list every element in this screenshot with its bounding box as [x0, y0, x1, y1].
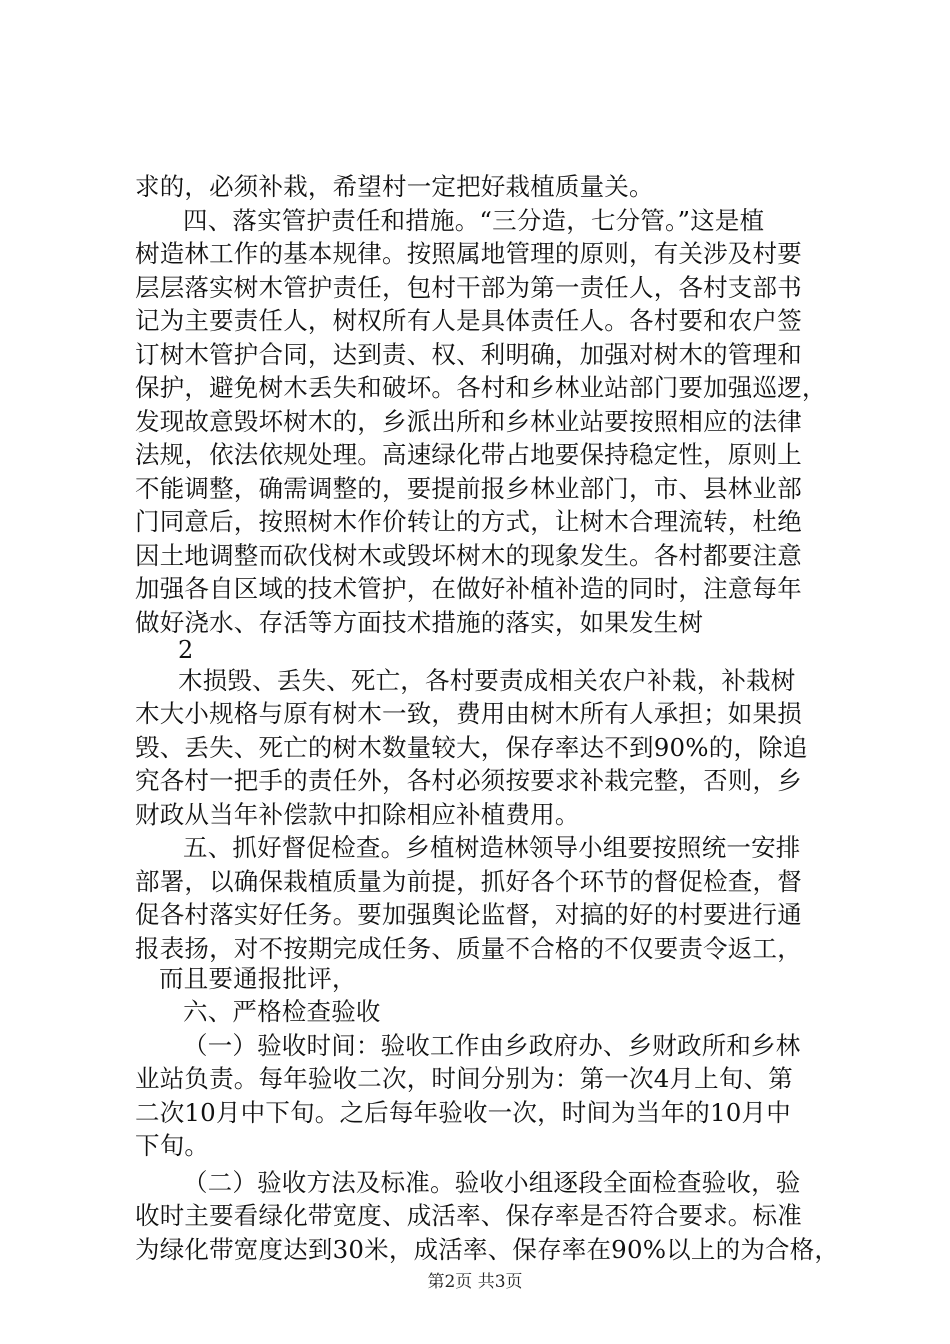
text-line: 不能调整，确需调整的，要提前报乡林业部门，市、县林业部: [135, 474, 802, 503]
text-line: 报表扬，对不按期完成任务、质量不合格的不仅要责令返工，: [135, 934, 802, 963]
text-line: 加强各自区域的技术管护，在做好补植补造的同时，注意每年: [135, 574, 802, 603]
text-line: 毁、丢失、死亡的树木数量较大，保存率达不到90%的，除追: [135, 733, 808, 762]
text-line: （一）验收时间：验收工作由乡政府办、乡财政所和乡林: [183, 1031, 801, 1060]
text-line: 门同意后，按照树木作价转让的方式，让树木合理流转，杜绝: [135, 507, 802, 536]
text-line: 层层落实树木管护责任，包村干部为第一责任人，各村支部书: [135, 273, 802, 302]
inline-page-number: 2: [178, 636, 194, 664]
text-line: 因土地调整而砍伐树木或毁坏树木的现象发生。各村都要注意: [135, 541, 802, 570]
text-line: 法规，依法依规处理。高速绿化带占地要保持稳定性，原则上: [135, 440, 802, 469]
text-line: 发现故意毁坏树木的，乡派出所和乡林业站要按照相应的法律: [135, 407, 802, 436]
section-heading: 六、严格检查验收: [183, 997, 381, 1026]
text-line: 为绿化带宽度达到30米，成活率、保存率在90%以上的为合格，: [135, 1235, 840, 1264]
page-footer: 第2页 共3页: [427, 1272, 523, 1292]
text-line: 五、抓好督促检查。乡植树造林领导小组要按照统一安排: [183, 833, 801, 862]
text-line: 促各村落实好任务。要加强舆论监督，对搞的好的村要进行通: [135, 900, 802, 929]
text-line: 业站负责。每年验收二次，时间分别为：第一次4月上旬、第: [135, 1064, 793, 1093]
text-line: 财政从当年补偿款中扣除相应补植费用。: [135, 800, 580, 829]
text-line: 四、落实管护责任和措施。“三分造，七分管。”这是植: [183, 206, 765, 235]
text-line: 而且要通报批评，: [159, 964, 357, 993]
text-line: 木大小规格与原有树木一致，费用由树木所有人承担；如果损: [135, 699, 802, 728]
text-line: 求的，必须补栽，希望村一定把好栽植质量关。: [135, 172, 654, 201]
text-line: 部署，以确保栽植质量为前提，抓好各个环节的督促检查，督: [135, 867, 802, 896]
text-line: 记为主要责任人，树权所有人是具体责任人。各村要和农户签: [135, 306, 802, 335]
text-line: 保护，避免树木丢失和破坏。各村和乡林业站部门要加强巡逻，: [135, 373, 827, 402]
text-line: 做好浇水、存活等方面技术措施的落实，如果发生树: [135, 608, 704, 637]
text-line: 下旬。: [135, 1131, 210, 1160]
text-line: 二次10月中下旬。之后每年验收一次，时间为当年的10月中: [135, 1098, 791, 1127]
text-line: 树造林工作的基本规律。按照属地管理的原则，有关涉及村要: [135, 239, 802, 268]
text-line: 订树木管护合同，达到责、权、利明确，加强对树木的管理和: [135, 340, 802, 369]
text-line: 收时主要看绿化带宽度、成活率、保存率是否符合要求。标准: [135, 1201, 802, 1230]
text-line: （二）验收方法及标准。验收小组逐段全面检查验收，验: [183, 1168, 801, 1197]
text-line: 木损毁、丢失、死亡，各村要责成相关农户补栽，补栽树: [178, 666, 796, 695]
text-line: 究各村一把手的责任外，各村必须按要求补栽完整，否则，乡: [135, 766, 802, 795]
